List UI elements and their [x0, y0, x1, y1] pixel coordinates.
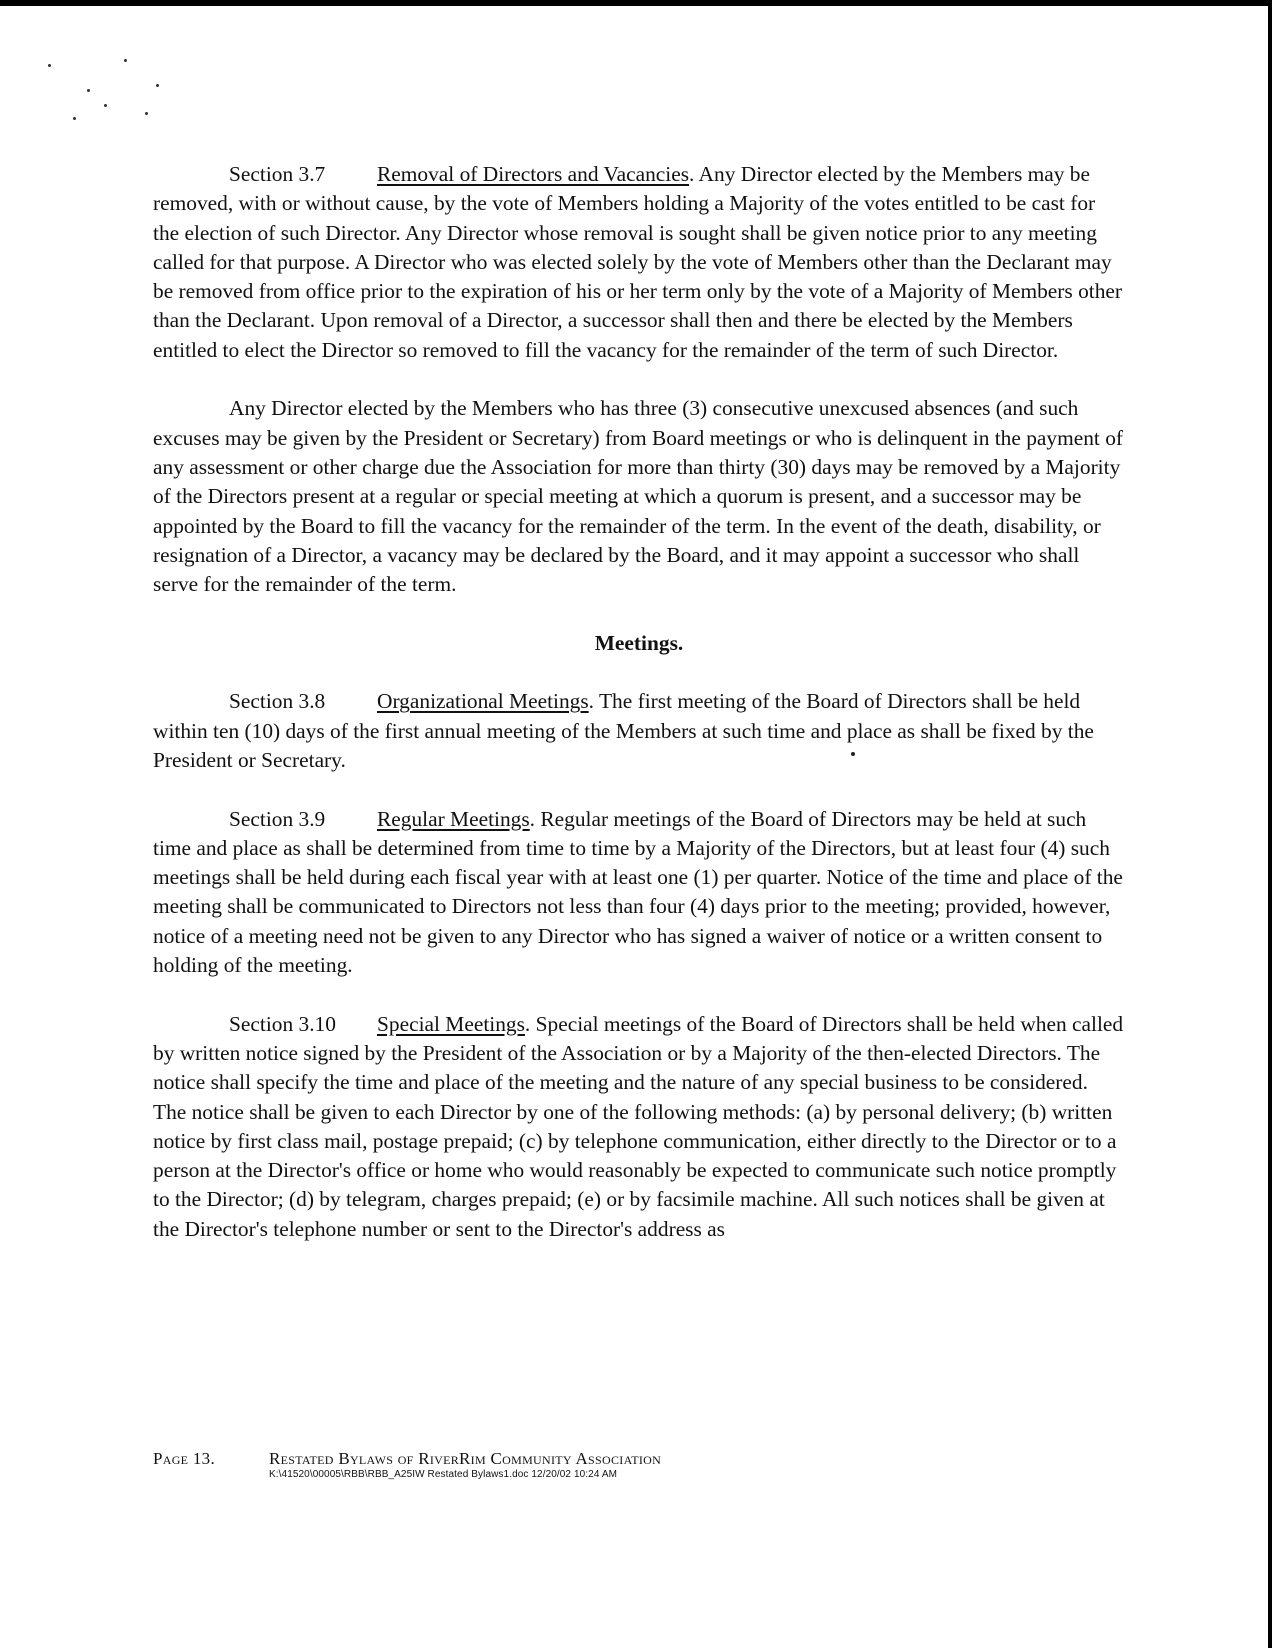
- scan-speck: [124, 59, 127, 62]
- scan-speck: [104, 104, 107, 107]
- scan-speck: [156, 84, 159, 87]
- section-3-8: [153, 687, 1125, 775]
- section-text: . Any Director elected by the Members may be removed, with or without cause, by the vote of Members holding a Majority of the votes entitled to be cast for the election of such Director. Any Director whose removal is sought shall be given notice prior to any meeting called for that purpose. A Director who was elected solely by the vote of Members other than the Declarant may be removed from office prior to the expiration of his or her term only by the vote of a Majority of Members other than the Declarant. Upon removal of a Director, a successor shall then and there be elected by the Members entitled to elect the Director so removed to fill the vacancy for the remainder of the term of such Director.: [153, 162, 1123, 362]
- section-3-7: [153, 160, 1125, 365]
- file-path: K:\41520\00005\RBB\RBB_A25IW Restated Bylaws1.doc 12/20/02 10:24 AM: [269, 1469, 618, 1480]
- section-number: Section 3.8: [229, 689, 326, 714]
- section-text: . Regular meetings of the Board of Directors may be held at such time and place as shall be determined from time to time by a Majority of the Directors, but at least four (4) such meetings shall be held during each fiscal year with at least one (1) per quarter. Notice of the time and place of the meeting shall be communicated to Directors not less than four (4) days prior to the meeting; provided, however, notice of a meeting need not be given to any Director who has signed a waiver of notice or a written consent to holding of the meeting.: [153, 806, 1123, 978]
- section-number: Section 3.9: [229, 806, 326, 831]
- scan-speck: [73, 117, 76, 120]
- scan-speck: [145, 112, 148, 115]
- scan-speck: [87, 89, 90, 92]
- section-number: Section 3.7: [229, 162, 326, 186]
- section-3-7-continued: [153, 394, 1125, 599]
- section-title: Regular Meetings: [377, 806, 530, 831]
- section-title: Organizational Meetings: [377, 689, 589, 714]
- section-text: Any Director elected by the Members who has three (3) consecutive unexcused absences (and such excuses may be given by the President or Secretary) from Board meetings or who is delinquent in the payment of any assessment or other charge due the Association for more than thirty (30) days may be removed by a Majority of the Directors present at a regular or special meeting at which a quorum is present, and a successor may be appointed by the Board to fill the vacancy for the remainder of the term. In the event of the death, disability, or resignation of a Director, a vacancy may be declared by the Board, and it may appoint a successor who shall serve for the remainder of the term.: [153, 396, 1124, 597]
- page-number: Page 13.: [153, 1449, 216, 1468]
- section-3-9: [153, 805, 1125, 981]
- section-title: Special Meetings: [377, 1011, 525, 1036]
- document-body: [153, 160, 1125, 1273]
- section-text: . The first meeting of the Board of Directors shall be held within ten (10) days of the first annual meeting of the Members at such time and place as shall be fixed by the President or Secretary.: [153, 689, 1094, 772]
- section-3-10: [153, 1010, 1125, 1244]
- scan-speck: [48, 64, 51, 67]
- footer-title-line: [153, 1449, 1113, 1469]
- section-title: Removal of Directors and Vacancies: [377, 162, 690, 186]
- section-text: . Special meetings of the Board of Directors shall be held when called by written notice signed by the President of the Association or by a Majority of the then-elected Directors. The notice shall specify the time and place of the meeting and the nature of any special business to be considered. The notice shall be given to each Director by one of the following methods: (a) by personal delivery; (b) written notice by first class mail, postage prepaid; (c) by telephone communication, either directly to the Director or to a person at the Director's office or home who would reasonably be expected to communicate such notice promptly to the Director; (d) by telegram, charges prepaid; (e) or by facsimile machine. All such notices shall be given at the Director's telephone number or sent to the Director's address as: [153, 1011, 1124, 1241]
- page-footer: [153, 1449, 1113, 1480]
- document-title: Restated Bylaws of RiverRim Community Association: [269, 1449, 662, 1468]
- meetings-heading: Meetings.: [594, 630, 684, 655]
- section-number: Section 3.10: [229, 1011, 336, 1036]
